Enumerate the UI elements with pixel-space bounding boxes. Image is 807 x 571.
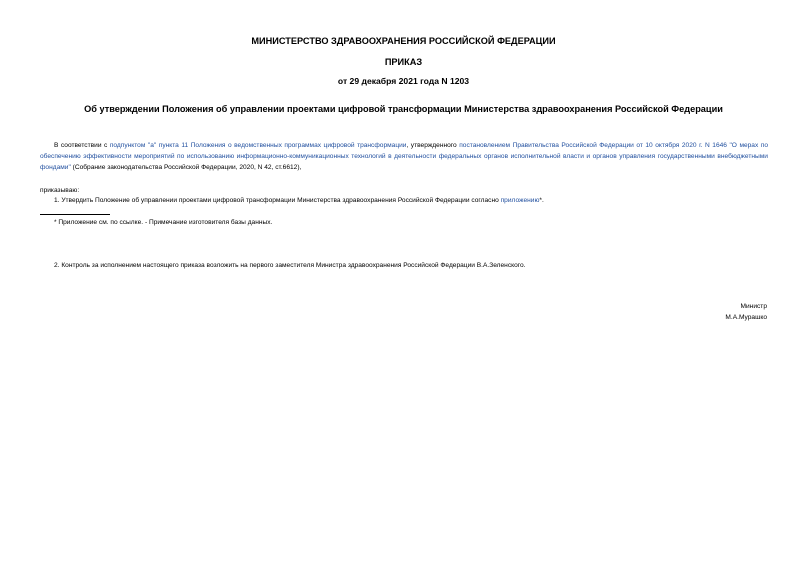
item1-text: 1. Утвердить Положение об управлении проектами цифровой трансформации Министерства здравоохранения Российской Федерации согласно — [54, 197, 501, 204]
preamble-text-3: (Собрание законодательства Российской Федерации, 2020, N 42, ст.6612), — [70, 164, 302, 172]
footnote-separator — [40, 214, 110, 215]
doc-type-heading: ПРИКАЗ — [384, 57, 423, 67]
order-item-1 — [54, 196, 544, 206]
item1-tail: *. — [539, 197, 544, 204]
signature-position: Министр — [740, 303, 767, 310]
signature-name: М.А.Мурашко — [725, 314, 767, 321]
preamble-link-subclause[interactable]: подпунктом "а" пункта 11 Положения о ведомственных программах цифровой трансформации — [109, 142, 407, 149]
appendix-link[interactable]: приложению — [500, 197, 540, 204]
preamble-text-2: , утвержденного — [406, 142, 460, 149]
preamble-paragraph — [40, 140, 768, 174]
document-title: Об утверждении Положения об управлении проектами цифровой трансформации Министерства здравоохранения Российской Федерации — [84, 104, 723, 114]
footnote: * Приложение см. по ссылке. - Примечание изготовителя базы данных. — [54, 219, 273, 226]
preamble-text-1: В соответствии с — [54, 142, 110, 149]
preamble-link-resolution[interactable]: постановлением Правительства Российской Федерации от 10 октября 2020 г. N 1646 "О мерах по обеспечению эффективности мероприятий по использованию информационно-коммуникационных технологий в деятельности федеральных органов исполнительной власти и органов управления государственными внебюджетными фондами" — [40, 142, 769, 172]
order-word: приказываю: — [40, 187, 80, 194]
ministry-heading: МИНИСТЕРСТВО ЗДРАВООХРАНЕНИЯ РОССИЙСКОЙ ФЕДЕРАЦИИ — [251, 36, 556, 46]
date-number-heading: от 29 декабря 2021 года N 1203 — [337, 76, 470, 86]
order-item-2: 2. Контроль за исполнением настоящего приказа возложить на первого заместителя Министра здравоохранения Российской Федерации В.А.Зеленского. — [54, 262, 526, 269]
